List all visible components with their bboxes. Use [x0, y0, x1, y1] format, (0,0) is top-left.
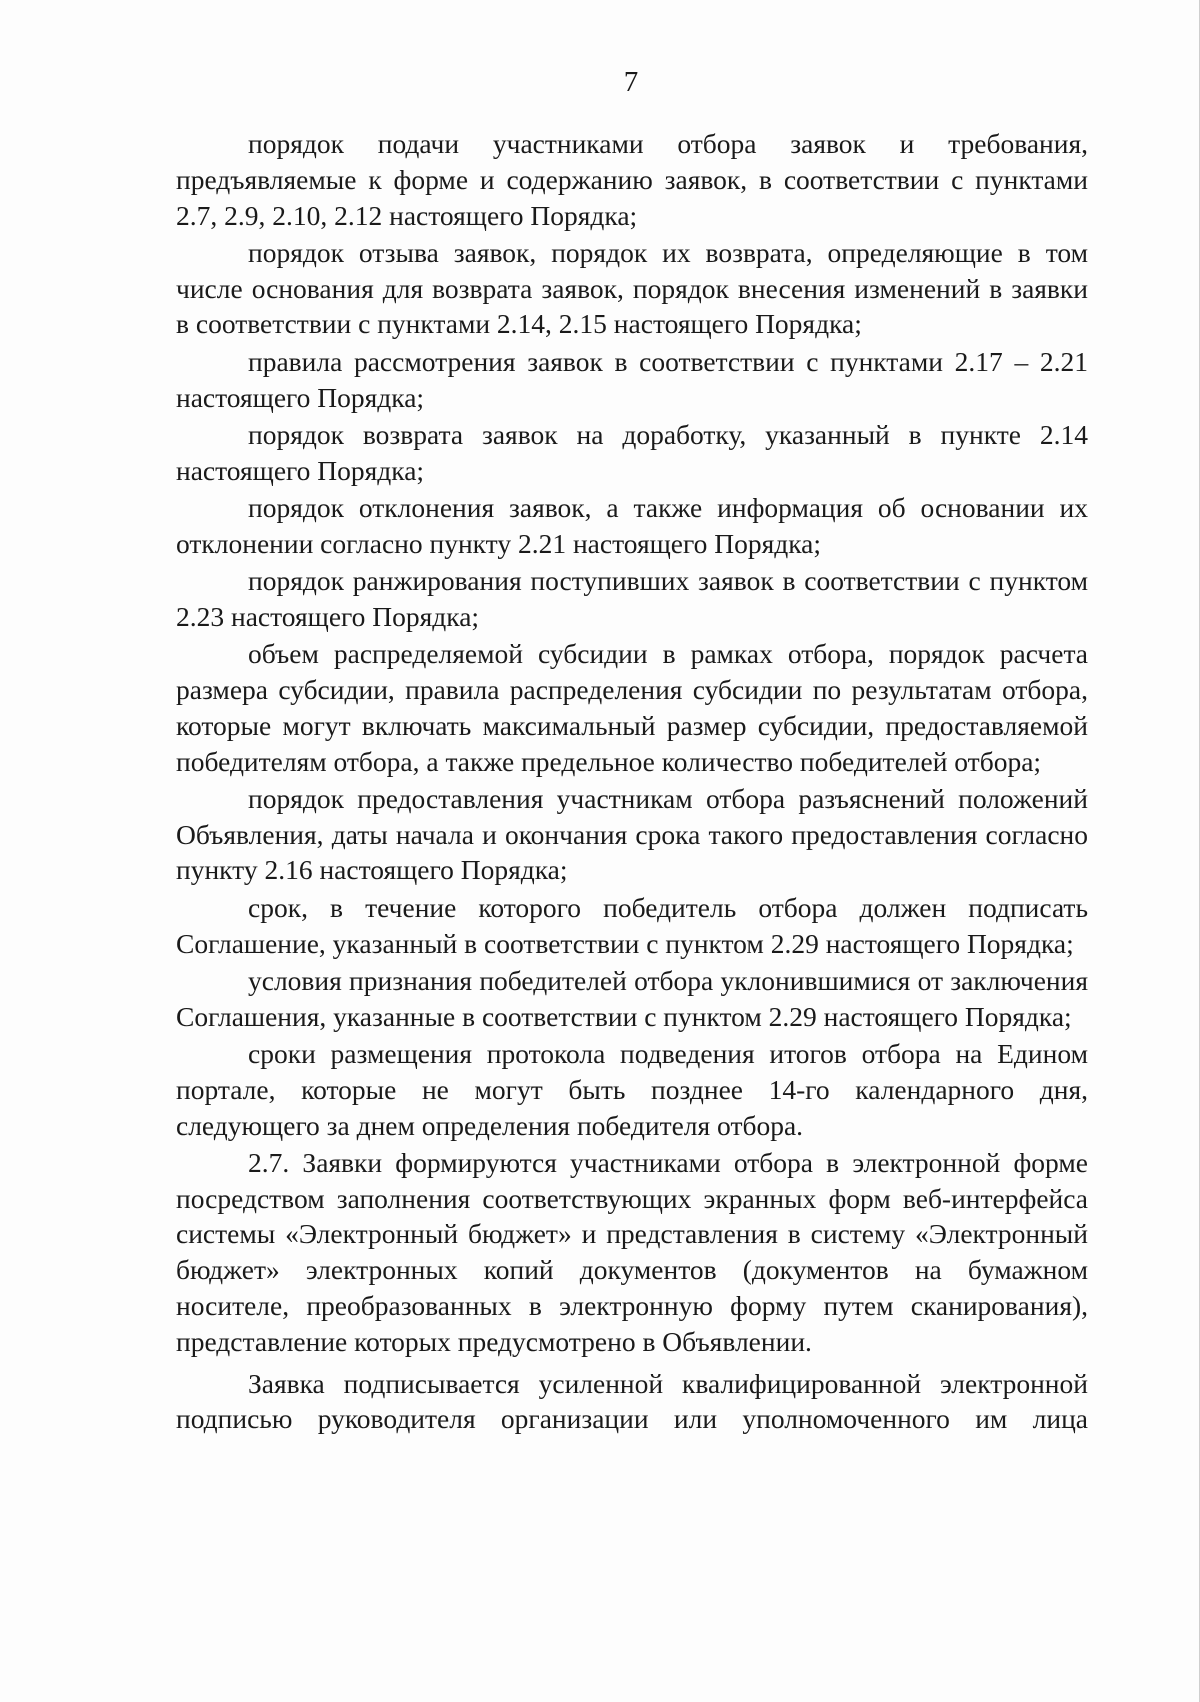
paragraph: порядок ранжирования поступивших заявок в соответствии с пунктом 2.23 настоящего Порядка; — [176, 565, 1088, 632]
paragraph: срок, в течение которого победитель отбора должен подписать Соглашение, указанный в соответствии с пунктом 2.29 настоящего Порядка; — [176, 891, 1088, 959]
paragraph: порядок подачи участниками отбора заявок и требования, предъявляемые к форме и содержанию заявок, в соответствии с пунктами 2.7, 2.9, 2.10, 2.12 настоящего Порядка; — [176, 128, 1088, 231]
document-body — [176, 126, 1088, 1439]
paragraph: порядок отзыва заявок, порядок их возврата, определяющие в том числе основания для возврата заявок, порядок внесения изменений в заявки в соответствии с пунктами 2.14, 2.15 настоящего Порядка; — [176, 236, 1088, 340]
page-number: 7 — [623, 66, 639, 98]
paragraph: правила рассмотрения заявок в соответствии с пунктами 2.17 – 2.21 настоящего Порядка; — [176, 345, 1088, 413]
paragraph: порядок предоставления участникам отбора разъяснений положений Объявления, даты начала и окончания срока такого предоставления согласно пункту 2.16 настоящего Порядка; — [176, 782, 1088, 886]
paragraph: сроки размещения протокола подведения итогов отбора на Едином портале, которые не могут быть позднее 14-го календарного дня, следующего за днем определения победителя отбора. — [176, 1037, 1088, 1141]
paragraph: условия признания победителей отбора уклонившимися от заключения Соглашения, указанные в соответствии с пунктом 2.29 настоящего Порядка; — [176, 964, 1088, 1032]
paragraph: объем распределяемой субсидии в рамках отбора, порядок расчета размера субсидии, правила распределения субсидии по результатам отбора, которые могут включать максимальный размер субсидии, предоставляемой победителям отбора, а также предельное количество победителей отбора; — [176, 638, 1088, 777]
paragraph: порядок отклонения заявок, а также информация об основании их отклонении согласно пункту 2.21 настоящего Порядка; — [176, 491, 1088, 559]
paragraph: Заявка подписывается усиленной квалифицированной электронной подписью руководителя организации или уполномоченного им лица — [176, 1367, 1088, 1435]
paragraph-section-2-7: 2.7. Заявки формируются участниками отбора в электронной форме посредством заполнения соответствующих экранных форм веб-интерфейса системы «Электронный бюджет» и представления в систему «Электронный бюджет» электронных копий документов (документов на бумажном носителе, преобразованных в электронную форму путем сканирования), представление которых предусмотрено в Объявлении. — [176, 1146, 1088, 1357]
paragraph: порядок возврата заявок на доработку, указанный в пункте 2.14 настоящего Порядка; — [176, 418, 1088, 486]
